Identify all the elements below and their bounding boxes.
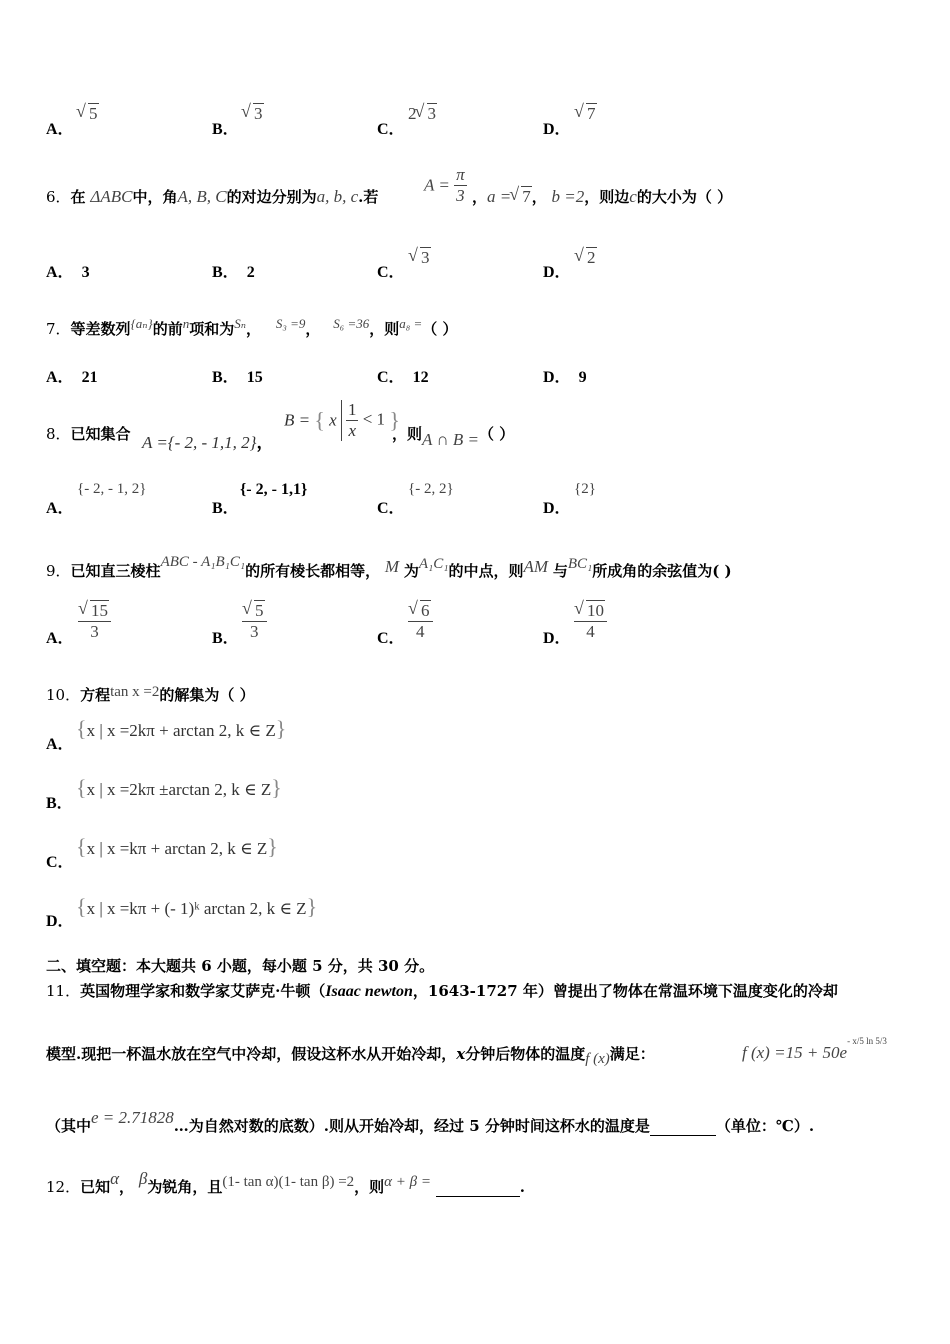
q8-option-a-value: {- 2, - 1, 2} (77, 481, 147, 497)
q5-option-b: B． (212, 121, 239, 138)
q5-option-d: D． (543, 121, 571, 138)
q11-line-3: （其中e = 2.71828…为自然对数的底数）.则从开始冷却，经过 5 分钟时间这杯水的温度是 （单位：℃）. (46, 1108, 815, 1135)
q9-option-a-value: √ $\frac{15}{3}$ (78, 601, 111, 642)
q6-option-b: B． 2 (212, 264, 255, 281)
q8-set-a: A ={- 2, - 1,1, 2}， (142, 433, 274, 452)
q5-option-b-value: √ 3 (243, 104, 264, 124)
q8-option-c-value: {- 2, 2} (408, 481, 454, 497)
q9-option-b-value: √ $\frac{5}{3}$ (242, 601, 267, 642)
q10-option-a-value: {x | x =2kπ + arctan 2, k ∈ Z} (76, 716, 287, 741)
q10-stem: 10．方程tan x =2的解集为（ ） (46, 684, 255, 704)
q6-condition-ab: ，a =√ 7， b =2，则边c的大小为（ ） (472, 186, 732, 207)
q8-option-d: D． (543, 500, 571, 517)
q8-option-a: A． (46, 500, 74, 517)
q5-option-c: C． (377, 121, 405, 138)
q5-option-a: A． (46, 121, 74, 138)
q7-stem: 7．等差数列{aₙ}的前n项和为Sₙ， S₃ =9， S₆ =36，则a₈ =（ ） (46, 316, 458, 338)
q10-option-b: B． (46, 795, 73, 812)
q10-option-a: A． (46, 736, 74, 753)
q8-set-b: B = { x $\frac{1}{x}$ < 1 } (284, 400, 400, 440)
q10-option-c: C． (46, 854, 74, 871)
q6-option-c-value: √ 3 (410, 248, 431, 268)
q9-option-b: B． (212, 630, 239, 647)
q5-option-a-value: √ 5 (78, 104, 99, 124)
q8-option-b-value: {- 2, - 1,1} (240, 481, 308, 498)
q9-option-d-value: √ $\frac{10}{4}$ (574, 601, 607, 642)
q7-option-a: A． 21 (46, 369, 98, 386)
q7-option-c: C． 12 (377, 369, 429, 386)
q9-option-c: C． (377, 630, 405, 647)
q8-stem-end: ，则A ∩ B =（ ） (392, 425, 515, 449)
q10-option-d: D． (46, 913, 74, 930)
q9-option-c-value: √ $\frac{6}{4}$ (408, 601, 433, 642)
q7-option-d: D． 9 (543, 369, 587, 386)
q8-option-d-value: {2} (574, 481, 596, 497)
q9-option-a: A． (46, 630, 74, 647)
q11-line-2: 模型.现把一杯温水放在空气中冷却，假设这杯水从开始冷却，x分钟后物体的温度f (x)满足： (46, 1045, 655, 1067)
q8-option-b: B． (212, 500, 239, 517)
q6-option-a: A． 3 (46, 264, 90, 281)
q9-stem: 9．已知直三棱柱ABC - A₁B₁C₁的所有棱长都相等， M 为A₁C₁的中点，则AM 与BC₁所成角的余弦值为( ) (46, 554, 732, 580)
q11-line-1: 11．英国物理学家和数学家艾萨克·牛顿（Isaac newton，1643-1727 年）曾提出了物体在常温环境下温度变化的冷却 (46, 982, 838, 1000)
q10-option-c-value: {x | x =kπ + arctan 2, k ∈ Z} (76, 834, 278, 859)
q10-option-d-value: {x | x =kπ + (- 1)ᵏ arctan 2, k ∈ Z} (76, 894, 318, 919)
q8-option-c: C． (377, 500, 405, 517)
section-title: 二、填空题：本大题共 6 小题，每小题 5 分，共 30 分。 (46, 957, 435, 975)
q6-option-c: C． (377, 264, 405, 281)
q12-stem: 12．已知α， β为锐角，且(1- tan α)(1- tan β) =2，则α + β = . (46, 1169, 526, 1196)
q6-condition-A: A = $\frac{\pi}{3}$ (424, 165, 465, 205)
q9-option-d: D． (543, 630, 571, 647)
q10-option-b-value: {x | x =2kπ ±arctan 2, k ∈ Z} (76, 775, 282, 800)
q8-stem: 8．已知集合 (46, 425, 131, 443)
q6-stem: 6．在 ΔABC中，角A, B, C的对边分别为a, b, c.若 (46, 187, 379, 206)
q5-option-c-value: 2√ 3 (408, 104, 437, 124)
q6-option-d-value: √ 2 (576, 248, 597, 268)
q11-formula: f $(x) =15 + 50e^{- x/5 ln 5/3}$ (742, 1036, 887, 1062)
q5-option-d-value: √ 7 (576, 104, 597, 124)
q6-option-d: D． (543, 264, 571, 281)
q7-option-b: B． 15 (212, 369, 263, 386)
